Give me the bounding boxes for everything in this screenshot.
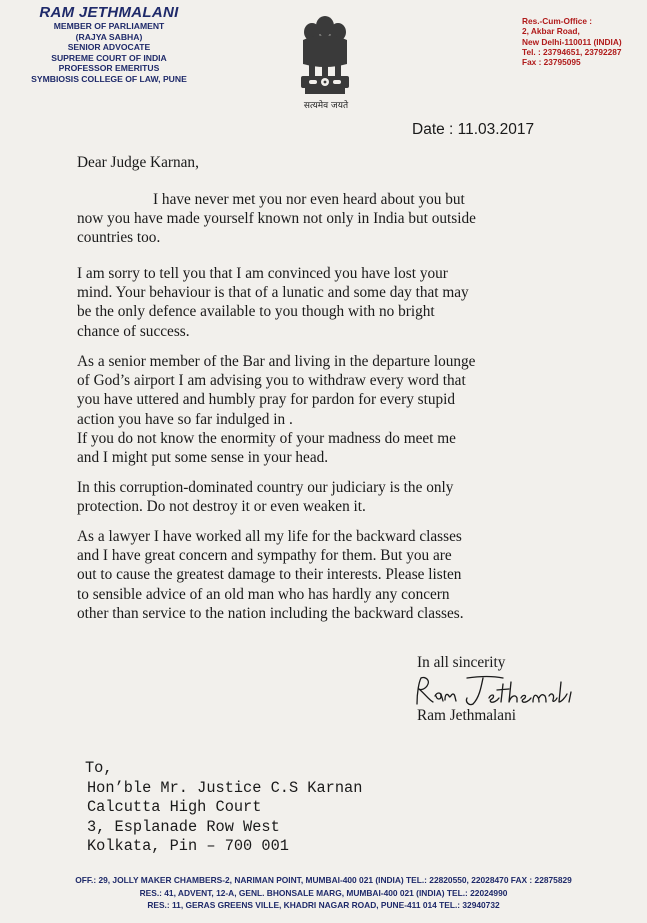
letterhead-office	[522, 16, 644, 67]
address-line: 3, Esplanade Row West	[87, 817, 280, 836]
text-line: If you do not know the enormity of your madness do meet me	[77, 429, 456, 447]
text-line: and I have great concern and sympathy for them. But you are	[77, 547, 452, 565]
address-line: Hon’ble Mr. Justice C.S Karnan	[87, 778, 363, 797]
office-line: Res.-Cum-Office :	[522, 16, 593, 26]
text-line: and I might put some sense in your head.	[77, 449, 329, 467]
letterhead-title: SYMBIOSIS COLLEGE OF LAW, PUNE	[31, 73, 187, 84]
letterhead-title: PROFESSOR EMERITUS	[58, 63, 160, 73]
paragraph-5	[77, 527, 577, 623]
letterhead-title: SUPREME COURT OF INDIA	[51, 52, 167, 63]
address-to: To,	[85, 759, 113, 777]
handwritten-signature	[411, 674, 576, 708]
text-line: As a lawyer I have worked all my life for the backward classes	[77, 528, 462, 545]
text-line: other than service to the nation including the backward classes.	[77, 604, 464, 622]
office-line: Tel. : 23794651, 23792287	[522, 46, 622, 57]
letter-date: Date : 11.03.2017	[412, 121, 535, 138]
footer-line: RES.: 11, GERAS GREENS VILLE, KHADRI NAGAR ROAD, PUNE-411 014 TEL.: 32940732	[147, 900, 500, 910]
paragraph-3	[77, 352, 577, 467]
letterhead-title: (RAJYA SABHA)	[75, 31, 143, 42]
letterhead-left	[4, 4, 214, 84]
address-line: Calcutta High Court	[87, 798, 262, 816]
footer-line: RES.: 41, ADVENT, 12-A, GENL. BHONSALE MARG, MUMBAI-400 021 (INDIA) TEL.: 22024990	[139, 887, 508, 898]
signer-name: Ram Jethmalani	[417, 707, 516, 724]
letterhead-name: RAM JETHMALANI	[39, 4, 179, 21]
paragraph-2	[77, 264, 577, 341]
text-line: of God’s airport I am advising you to withdraw every word that	[77, 372, 466, 390]
paragraph-4	[77, 478, 577, 516]
national-emblem-icon	[293, 12, 357, 112]
footer-line: OFF.: 29, JOLLY MAKER CHAMBERS-2, NARIMAN POINT, MUMBAI-400 021 (INDIA) TEL.: 22820550, 22028470 FAX : 22875829	[75, 875, 572, 885]
text-line: chance of success.	[77, 322, 190, 340]
text-line: As a senior member of the Bar and living in the departure lounge	[77, 353, 476, 370]
letterhead-title: SENIOR ADVOCATE	[67, 42, 151, 52]
text-line: I am sorry to tell you that I am convinced you have lost your	[77, 265, 448, 282]
text-line: be the only defence available to you though with no bright	[77, 303, 435, 321]
letterhead-footer	[0, 874, 647, 912]
paragraph-1	[77, 190, 577, 248]
closing: In all sincerity	[417, 654, 506, 671]
text-line: to sensible advice of an old man who has hardly any concern	[77, 585, 450, 603]
emblem-motto: सत्यमेव जयते	[303, 101, 349, 111]
office-line: Fax : 23795095	[522, 57, 581, 68]
text-line: you have uttered and humbly pray for pardon for every stupid	[77, 391, 456, 409]
address-line: Kolkata, Pin – 700 001	[87, 837, 289, 855]
office-line: 2, Akbar Road,	[522, 26, 580, 37]
text-line: countries too.	[77, 229, 161, 247]
text-line: action you have so far indulged in .	[77, 410, 293, 428]
letterhead-title: MEMBER OF PARLIAMENT	[53, 21, 165, 31]
text-line: protection. Do not destroy it or even weaken it.	[77, 498, 366, 516]
salutation: Dear Judge Karnan,	[77, 154, 199, 171]
office-line: New Delhi-110011 (INDIA)	[522, 36, 622, 47]
text-line: mind. Your behaviour is that of a lunatic and some day that may	[77, 284, 469, 302]
text-line: out to cause the greatest damage to their interests. Please listen	[77, 566, 462, 584]
text-line: I have never met you nor even heard about you but	[153, 191, 465, 208]
recipient-address	[87, 759, 362, 857]
text-line: In this corruption-dominated country our judiciary is the only	[77, 479, 454, 496]
text-line: now you have made yourself known not only in India but outside	[77, 210, 476, 228]
